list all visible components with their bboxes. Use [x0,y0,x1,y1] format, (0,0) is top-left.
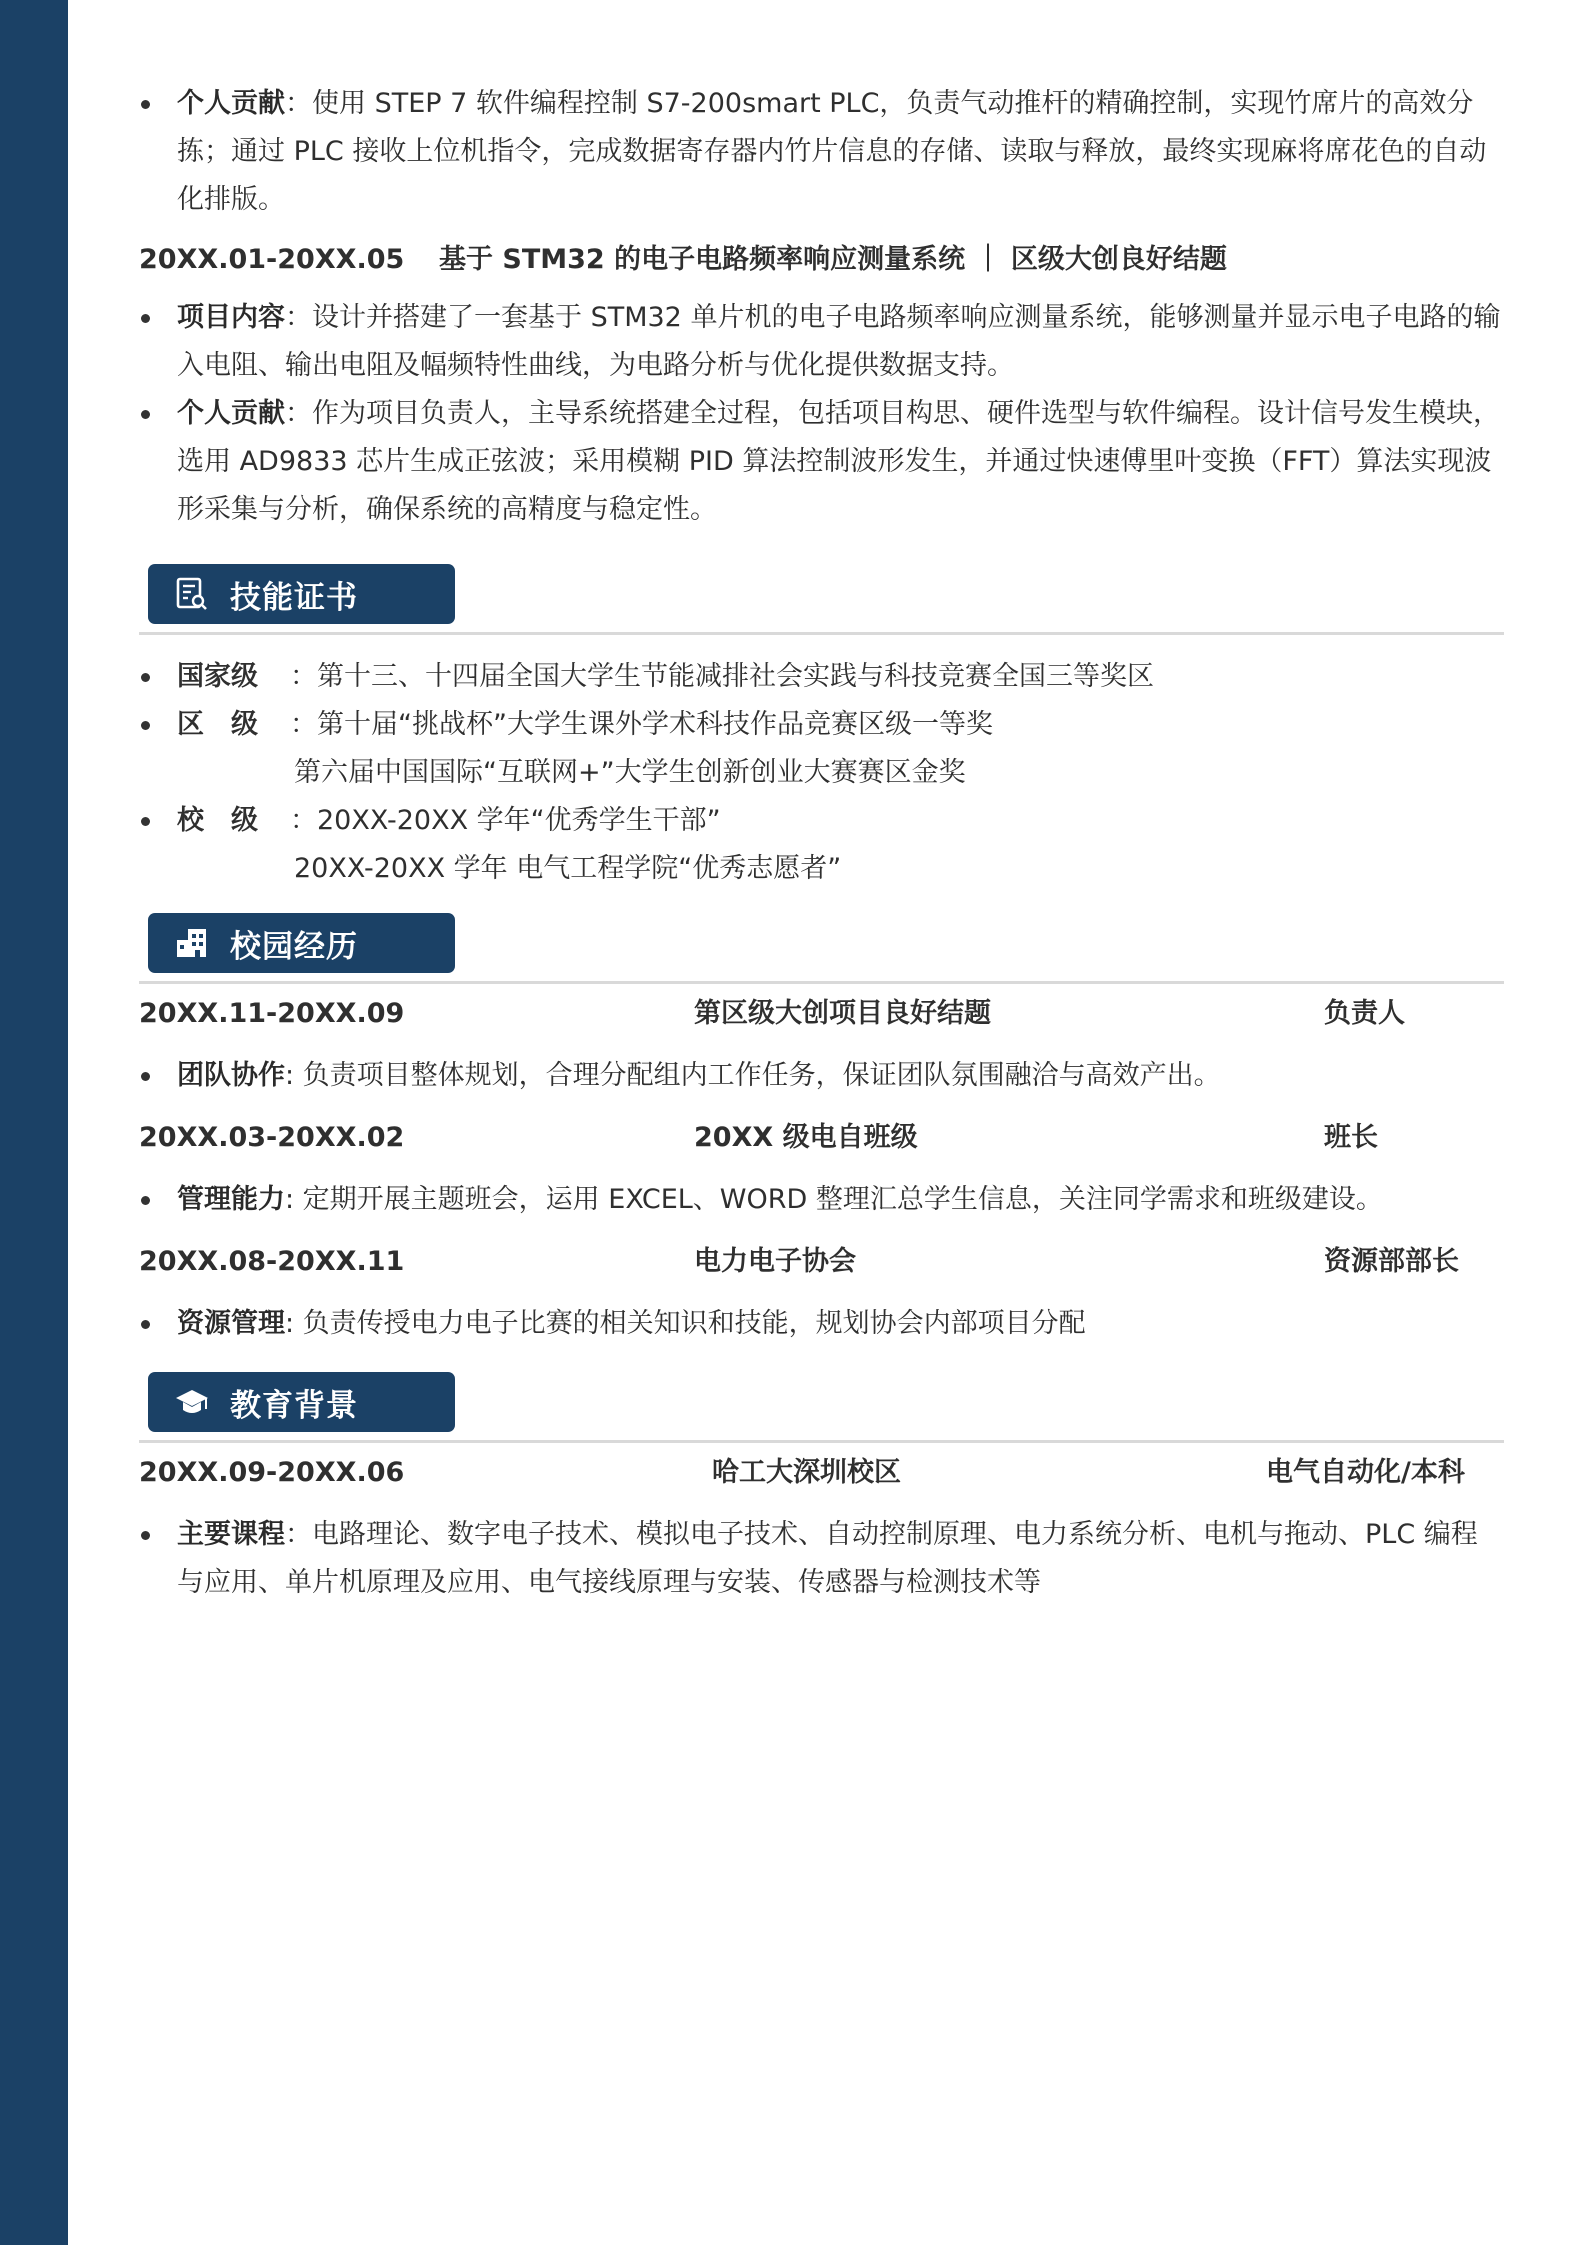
entry-org: 电力电子协会 [694,1246,856,1277]
entry-org: 第区级大创项目良好结题 [694,998,991,1029]
campus-entry-2-header [139,1114,1504,1162]
award-text: ：第十届“挑战杯”大学生课外学术科技作品竞赛区级一等奖 [290,709,993,740]
award-text: 20XX-20XX 学年 电气工程学院“优秀志愿者” [294,853,842,884]
award-school [139,797,1504,845]
project2-contribution [139,390,1504,534]
certificate-icon [174,576,210,612]
skills-header [139,564,1504,624]
project2-header [139,236,1504,284]
bullet-text: ：设计并搭建了一套基于 STM32 单片机的电子电路频率响应测量系统，能够测量并显示电子电路的输入电阻、输出电阻及幅频特性曲线，为电路分析与优化提供数据支持。 [177,302,1501,381]
campus-header [139,913,1504,973]
campus-entry-1-header [139,990,1504,1038]
education-section [139,1372,1504,1607]
entry-date: 20XX.11-20XX.09 [139,998,405,1029]
education-tab [148,1372,455,1432]
section-title: 教育背景 [230,1387,358,1424]
section-title: 校园经历 [230,928,358,965]
education-school: 哈工大深圳校区 [712,1457,901,1488]
bullet-text: ：使用 STEP 7 软件编程控制 S7-200smart PLC，负责气动推杆的精确控制，实现竹席片的高效分拣；通过 PLC 接收上位机指令，完成数据寄存器内竹片信息的存储、读取与释放，最终实现麻将席花色的自动化排版。 [177,88,1487,215]
bullet-label: 个人贡献 [177,398,285,429]
building-icon [174,925,210,961]
bullet-text: : 负责项目整体规划，合理分配组内工作任务，保证团队氛围融洽与高效产出。 [285,1060,1221,1091]
award-text: 第六届中国国际“互联网+”大学生创新创业大赛赛区金奖 [294,757,966,788]
section-divider [139,632,1504,635]
entry-date: 20XX.03-20XX.02 [139,1122,405,1153]
left-accent-bar [0,0,68,2245]
campus-entry-3-header [139,1238,1504,1286]
project2-content [139,294,1504,390]
bullet-text: : 负责传授电力电子比赛的相关知识和技能，规划协会内部项目分配 [285,1308,1086,1339]
graduation-cap-icon [174,1384,210,1420]
project2-title: 基于 STM32 的电子电路频率响应测量系统 ｜ 区级大创良好结题 [439,244,1227,275]
bullet-label: 个人贡献 [177,88,285,119]
bullet-label: 项目内容 [177,302,285,333]
bullet-label: 管理能力 [177,1184,285,1215]
award-district-cont [139,749,1504,797]
section-divider [139,981,1504,984]
campus-section [139,913,1504,1348]
entry-org: 20XX 级电自班级 [694,1122,918,1153]
award-level: 国家级 [177,661,258,692]
project1-contribution [139,80,1504,224]
skills-tab [148,564,455,624]
campus-tab [148,913,455,973]
award-text: ：第十三、十四届全国大学生节能减排社会实践与科技竞赛全国三等奖区 [290,661,1154,692]
bullet-label: 资源管理 [177,1308,285,1339]
education-header [139,1372,1504,1432]
education-courses [139,1511,1504,1607]
entry-role: 负责人 [1324,998,1405,1029]
resume-page-content [139,80,1504,1607]
education-date: 20XX.09-20XX.06 [139,1457,405,1488]
skills-section [139,564,1504,893]
award-national [139,653,1504,701]
entry-role: 资源部部长 [1324,1246,1459,1277]
award-level: 区 级 [177,709,258,740]
campus-entry-2-detail [139,1176,1504,1224]
section-divider [139,1440,1504,1443]
award-district [139,701,1504,749]
entry-role: 班长 [1324,1122,1378,1153]
bullet-text: ：电路理论、数字电子技术、模拟电子技术、自动控制原理、电力系统分析、电机与拖动、PLC 编程与应用、单片机原理及应用、电气接线原理与安装、传感器与检测技术等 [177,1519,1478,1598]
award-level: 校 级 [177,805,258,836]
bullet-text: : 定期开展主题班会，运用 EXCEL、WORD 整理汇总学生信息，关注同学需求和班级建设。 [285,1184,1383,1215]
education-header-row [139,1449,1504,1497]
bullet-label: 主要课程 [177,1519,285,1550]
award-text: ：20XX-20XX 学年“优秀学生干部” [290,805,721,836]
award-school-cont [139,845,1504,893]
education-major: 电气自动化/本科 [1266,1457,1465,1488]
campus-entry-1-detail [139,1052,1504,1100]
campus-entry-3-detail [139,1300,1504,1348]
project2-date: 20XX.01-20XX.05 [139,244,405,275]
bullet-label: 团队协作 [177,1060,285,1091]
entry-date: 20XX.08-20XX.11 [139,1246,405,1277]
section-title: 技能证书 [230,579,358,616]
bullet-text: ：作为项目负责人，主导系统搭建全过程，包括项目构思、硬件选型与软件编程。设计信号发生模块，选用 AD9833 芯片生成正弦波；采用模糊 PID 算法控制波形发生，并通过快速傅里叶变换（FFT）算法实现波形采集与分析，确保系统的高精度与稳定性。 [177,398,1500,525]
